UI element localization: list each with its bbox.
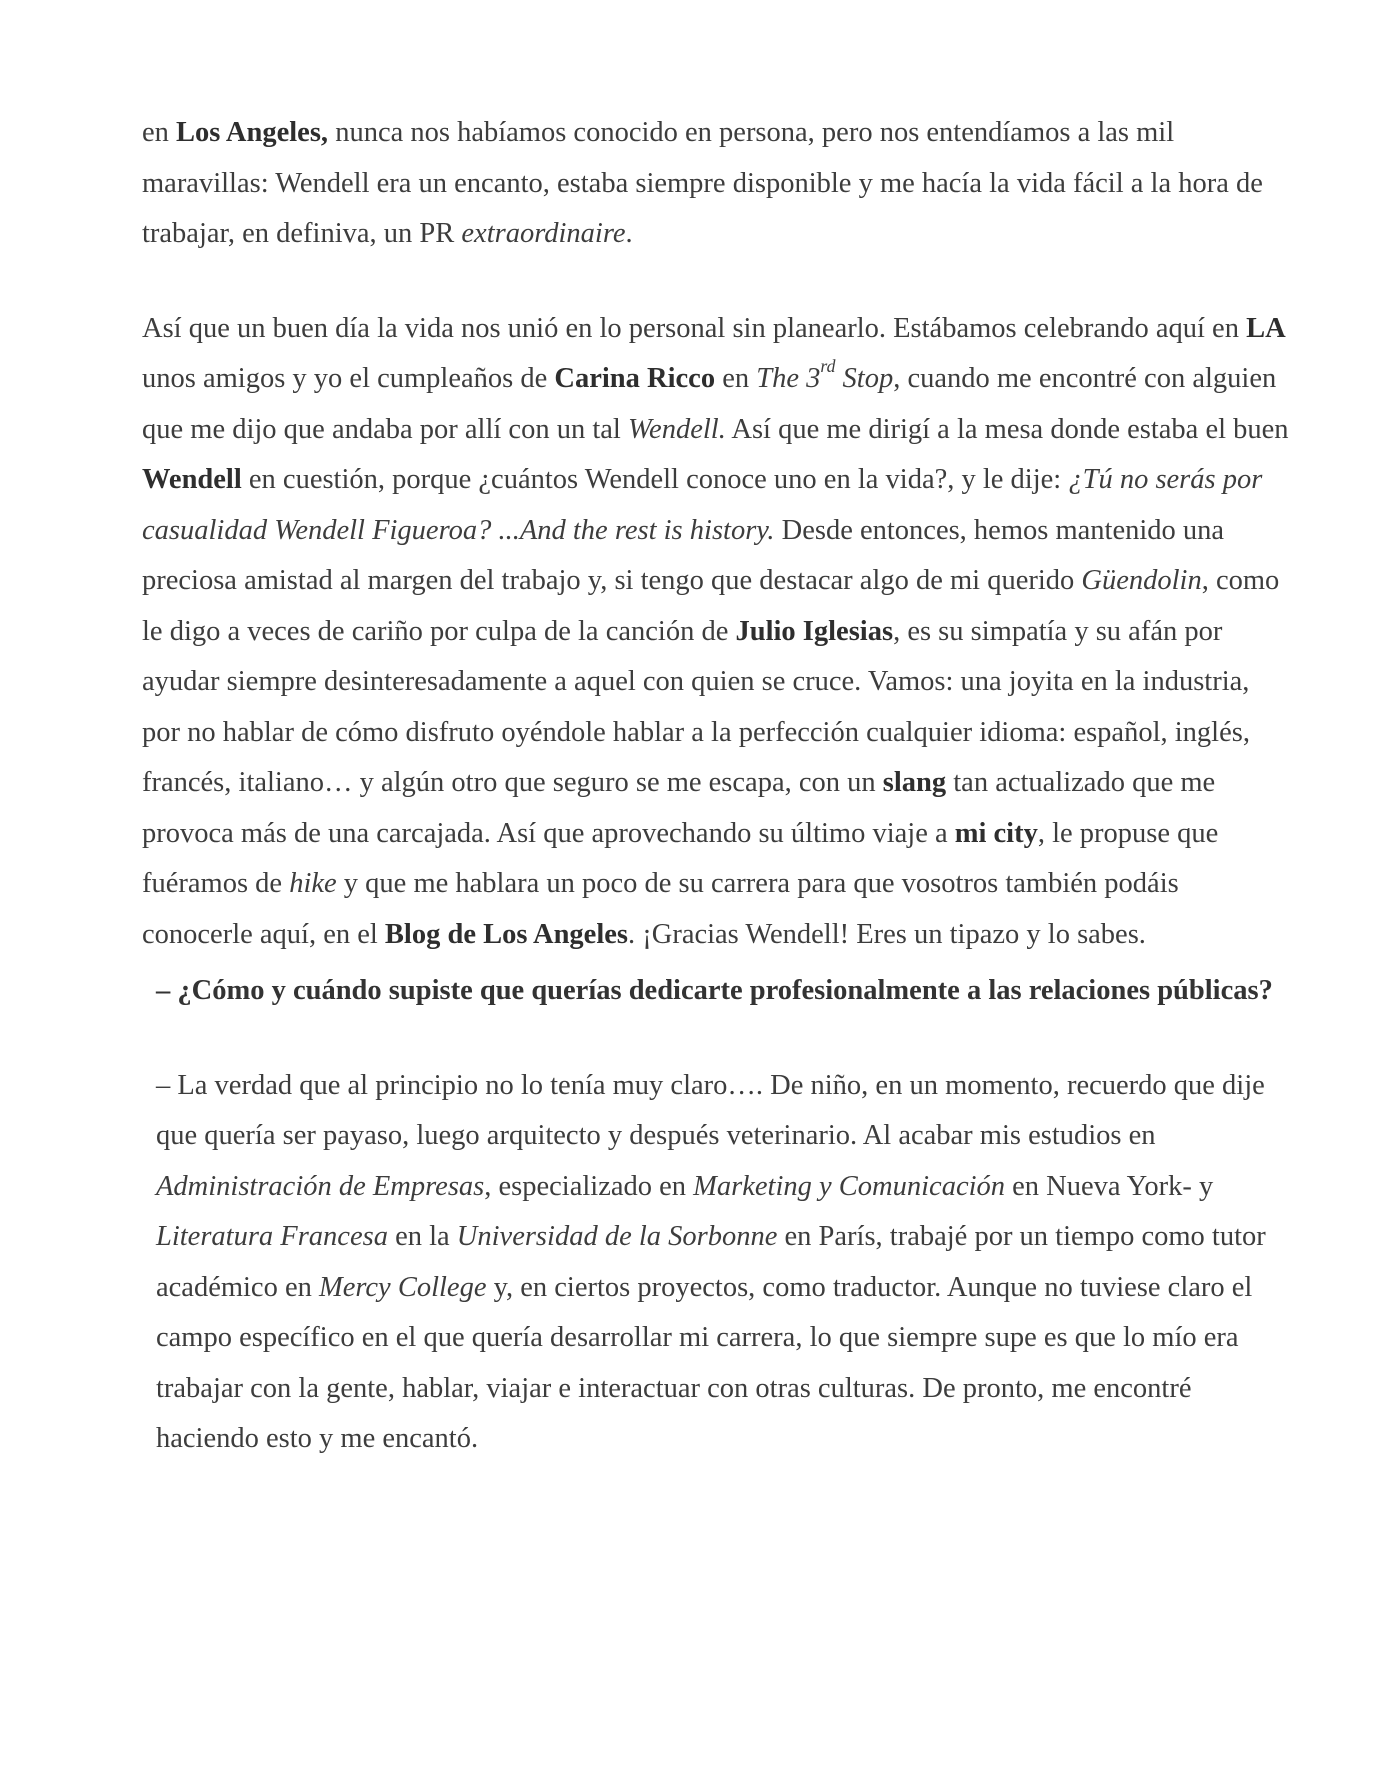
interview-answer: [142, 1061, 1292, 1465]
text: – La verdad que al principio no lo tenía muy claro…. De niño, en un momento, recuerdo que dije que quería ser payaso, luego arquitecto y después veterinario. Al acabar mis estudios en: [156, 1069, 1265, 1151]
interview-question: – ¿Cómo y cuándo supiste que querías dedicarte profesionalmente a las relaciones públicas?: [156, 975, 1273, 1006]
story-paragraph: [142, 304, 1292, 961]
text: The 3: [756, 363, 821, 394]
italic-guendolin: Güendolin: [1081, 565, 1202, 596]
italic-literatura: Literatura Francesa: [156, 1221, 388, 1252]
text: en Nueva York- y: [1005, 1170, 1214, 1202]
text: . ¡Gracias Wendell! Eres un tipazo y lo sabes.: [628, 918, 1146, 950]
intro-paragraph: [142, 108, 1292, 260]
bold-la: LA: [1246, 312, 1286, 344]
bold-mi-city: mi city: [954, 817, 1038, 849]
italic-extraordinaire: extraordinaire: [461, 218, 626, 249]
text: .: [625, 218, 633, 249]
bold-wendell: Wendell: [142, 464, 242, 495]
text: y, en ciertos proyectos, como traductor. Aunque no tuviese claro el campo específico en el que quería desarrollar mi carrera, lo que siempre supe es que lo mío era trabajar con la gente, hablar, viajar e interactuar con otras culturas. De pronto, me encontré haciendo esto y me encantó.: [156, 1271, 1253, 1454]
text: , cuando me encontré con alguien que me dijo que andaba por allí con un tal: [142, 363, 1277, 445]
italic-quote: ¿Tú no serás por casualidad Wendell Figueroa? ...And the rest is history.: [142, 464, 1263, 546]
italic-sorbonne: Universidad de la Sorbonne: [456, 1221, 778, 1252]
bold-julio-iglesias: Julio Iglesias: [735, 615, 894, 647]
text: Desde entonces, hemos mantenido una preciosa amistad al margen del trabajo y, si tengo que destacar algo de mi querido: [142, 514, 1225, 596]
italic-marketing: Marketing y Comunicación: [693, 1170, 1006, 1202]
superscript-rd: rd: [820, 355, 836, 376]
text: en París, trabajé por un tiempo como tutor académico en: [156, 1221, 1266, 1303]
text: Así que me dirigí a la mesa donde estaba el buen: [725, 413, 1289, 445]
bold-blog-de-los-angeles: Blog de Los Angeles: [384, 918, 628, 950]
text: en: [715, 363, 757, 394]
text: , le propuse que fuéramos de: [142, 817, 1219, 899]
article-body: [142, 108, 1292, 1465]
text: , especializado en: [484, 1170, 694, 1202]
text: , como le digo a veces de cariño por culpa de la canción de: [142, 565, 1280, 647]
text: , es su simpatía y su afán por ayudar siempre desinteresadamente a aquel con quien se cruce. Vamos: una joyita en la industria, por no hablar de cómo disfruto oyéndole hablar a la perfección cualquier idioma: español, inglés, francés, italiano… y algún otro que seguro se me escapa, con un: [142, 615, 1250, 798]
text: Así que un buen día la vida nos unió en lo personal sin planearlo. Estábamos celebrando aquí en: [142, 312, 1247, 344]
italic-the-3rd-stop: [756, 355, 894, 394]
bold-los-angeles: Los Angeles,: [176, 117, 329, 148]
italic-hike: hike: [289, 868, 337, 899]
italic-mercy-college: Mercy College: [318, 1271, 487, 1303]
text: en cuestión, porque ¿cuántos Wendell conoce uno en la vida?, y le dije:: [241, 464, 1069, 495]
text: nunca nos habíamos conocido en persona, pero nos entendíamos a las mil maravillas: Wendell era un encanto, estaba siempre disponible y me hacía la vida fácil a la hora de trabajar, en definiva, un PR: [142, 117, 1263, 249]
text: en la: [387, 1221, 457, 1252]
bold-carina-ricco: Carina Ricco: [554, 363, 716, 394]
text: tan actualizado que me provoca más de una carcajada. Así que aprovechando su último viaje a: [142, 767, 1216, 849]
italic-administracion: Administración de Empresas: [156, 1170, 485, 1202]
bold-slang: slang: [882, 767, 947, 798]
italic-wendell: Wendell.: [627, 413, 726, 445]
text: Stop: [835, 363, 894, 394]
text: en: [142, 117, 177, 148]
text: unos amigos y yo el cumpleaños de: [142, 363, 555, 394]
text: y que me hablara un poco de su carrera para que vosotros también podáis conocerle aquí, en el: [142, 868, 1179, 950]
